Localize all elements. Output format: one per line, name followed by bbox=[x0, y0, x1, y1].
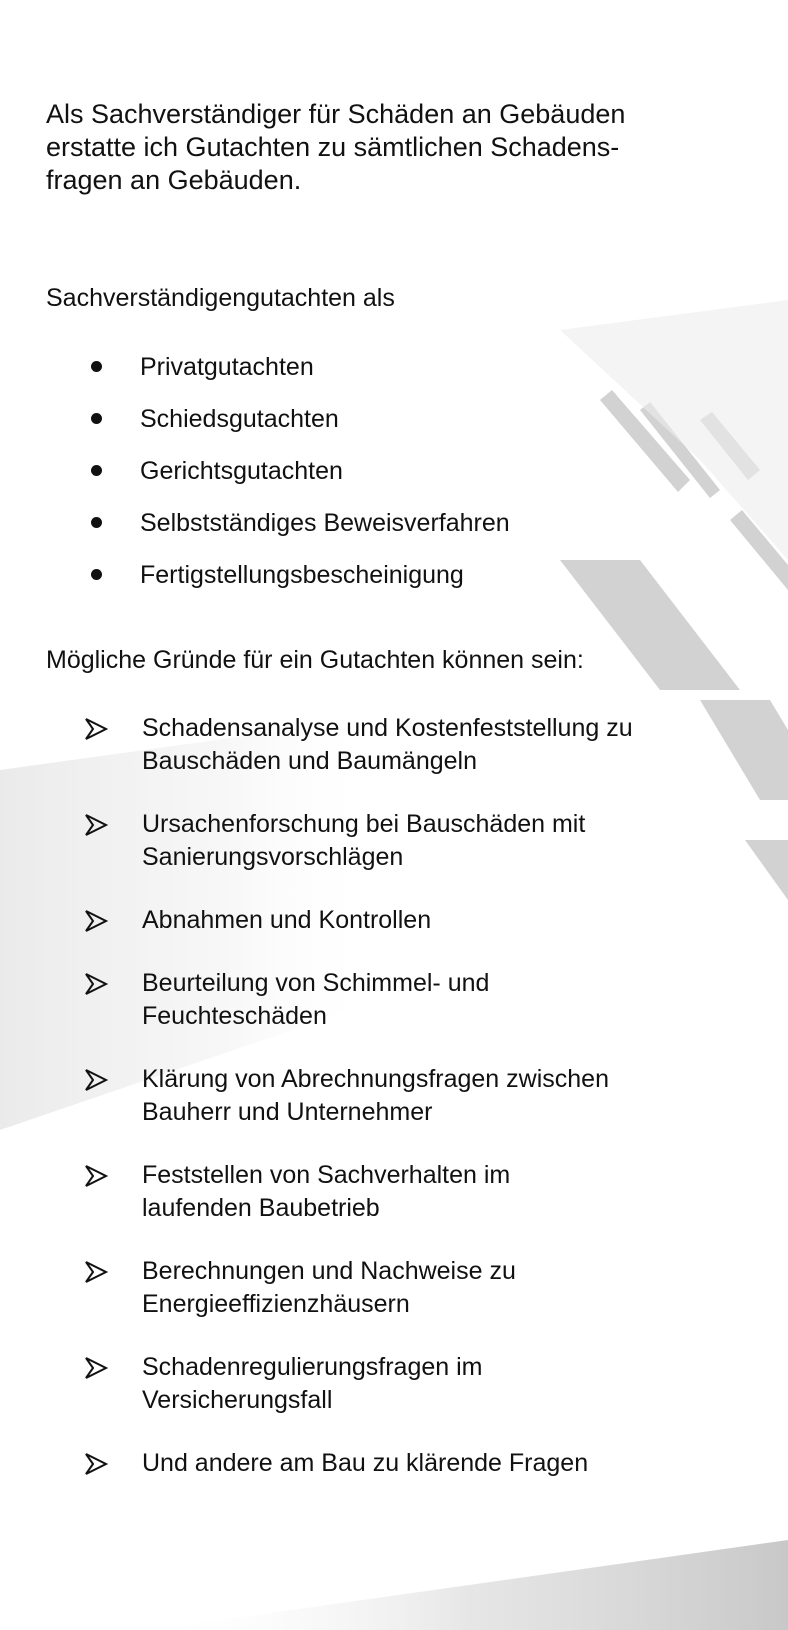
list-item-line: Berechnungen und Nachweise zu bbox=[142, 1257, 516, 1285]
list-item-line: Bauherr und Unternehmer bbox=[142, 1098, 433, 1126]
list-item-line: Schadensanalyse und Kostenfeststellung zu bbox=[142, 714, 633, 742]
list-item-label: Gerichtsgutachten bbox=[140, 457, 343, 485]
list-item bbox=[0, 1351, 762, 1417]
list-item-line: Beurteilung von Schimmel- und bbox=[142, 969, 490, 997]
list-item-line: Energieeffizienzhäusern bbox=[142, 1290, 410, 1318]
list-item-line: Bauschäden und Baumängeln bbox=[142, 747, 477, 775]
types-list bbox=[0, 352, 510, 612]
reasons-heading: Mögliche Gründe für ein Gutachten können sein: bbox=[46, 646, 584, 674]
list-item-label: Schiedsgutachten bbox=[140, 405, 339, 433]
list-item bbox=[0, 404, 510, 456]
list-item-line: Abnahmen und Kontrollen bbox=[142, 906, 432, 934]
types-heading: Sachverständigengutachten als bbox=[46, 284, 395, 312]
list-item bbox=[0, 1063, 762, 1129]
intro-paragraph bbox=[46, 98, 766, 197]
list-item-line: Schadenregulierungsfragen im bbox=[142, 1353, 483, 1381]
arrowhead-icon bbox=[84, 910, 108, 932]
intro-line: erstatte ich Gutachten zu sämtlichen Schadens- bbox=[46, 132, 620, 162]
list-item-label: Selbstständiges Beweisverfahren bbox=[140, 509, 510, 537]
arrowhead-icon bbox=[84, 1069, 108, 1091]
list-item bbox=[0, 352, 510, 404]
list-item bbox=[0, 967, 762, 1033]
list-item bbox=[0, 1255, 762, 1321]
bullet-dot-icon bbox=[91, 569, 102, 580]
list-item-line: Feststellen von Sachverhalten im bbox=[142, 1161, 511, 1189]
list-item bbox=[0, 508, 510, 560]
bullet-dot-icon bbox=[91, 465, 102, 476]
arrowhead-icon bbox=[84, 973, 108, 995]
intro-line: fragen an Gebäuden. bbox=[46, 165, 302, 195]
list-item-line: Ursachenforschung bei Bauschäden mit bbox=[142, 810, 586, 838]
list-item bbox=[0, 1159, 762, 1225]
intro-line: Als Sachverständiger für Schäden an Gebäuden bbox=[46, 99, 626, 129]
list-item bbox=[0, 1447, 762, 1480]
arrowhead-icon bbox=[84, 814, 108, 836]
arrowhead-icon bbox=[84, 1357, 108, 1379]
arrowhead-icon bbox=[84, 1165, 108, 1187]
list-item-line: laufenden Baubetrieb bbox=[142, 1194, 380, 1222]
list-item-label: Fertigstellungsbescheinigung bbox=[140, 561, 464, 589]
bullet-dot-icon bbox=[91, 517, 102, 528]
bullet-dot-icon bbox=[91, 413, 102, 424]
arrowhead-icon bbox=[84, 718, 108, 740]
list-item-label: Privatgutachten bbox=[140, 353, 314, 381]
list-item bbox=[0, 560, 510, 612]
list-item-line: Feuchteschäden bbox=[142, 1002, 327, 1030]
arrowhead-icon bbox=[84, 1453, 108, 1475]
list-item-line: Und andere am Bau zu klärende Fragen bbox=[142, 1449, 589, 1477]
list-item-line: Klärung von Abrechnungsfragen zwischen bbox=[142, 1065, 609, 1093]
list-item-line: Sanierungsvorschlägen bbox=[142, 843, 404, 871]
list-item bbox=[0, 456, 510, 508]
reasons-list bbox=[0, 712, 762, 1510]
list-item-line: Versicherungsfall bbox=[142, 1386, 333, 1414]
list-item bbox=[0, 712, 762, 778]
list-item bbox=[0, 808, 762, 874]
arrowhead-icon bbox=[84, 1261, 108, 1283]
list-item bbox=[0, 904, 762, 937]
bullet-dot-icon bbox=[91, 361, 102, 372]
